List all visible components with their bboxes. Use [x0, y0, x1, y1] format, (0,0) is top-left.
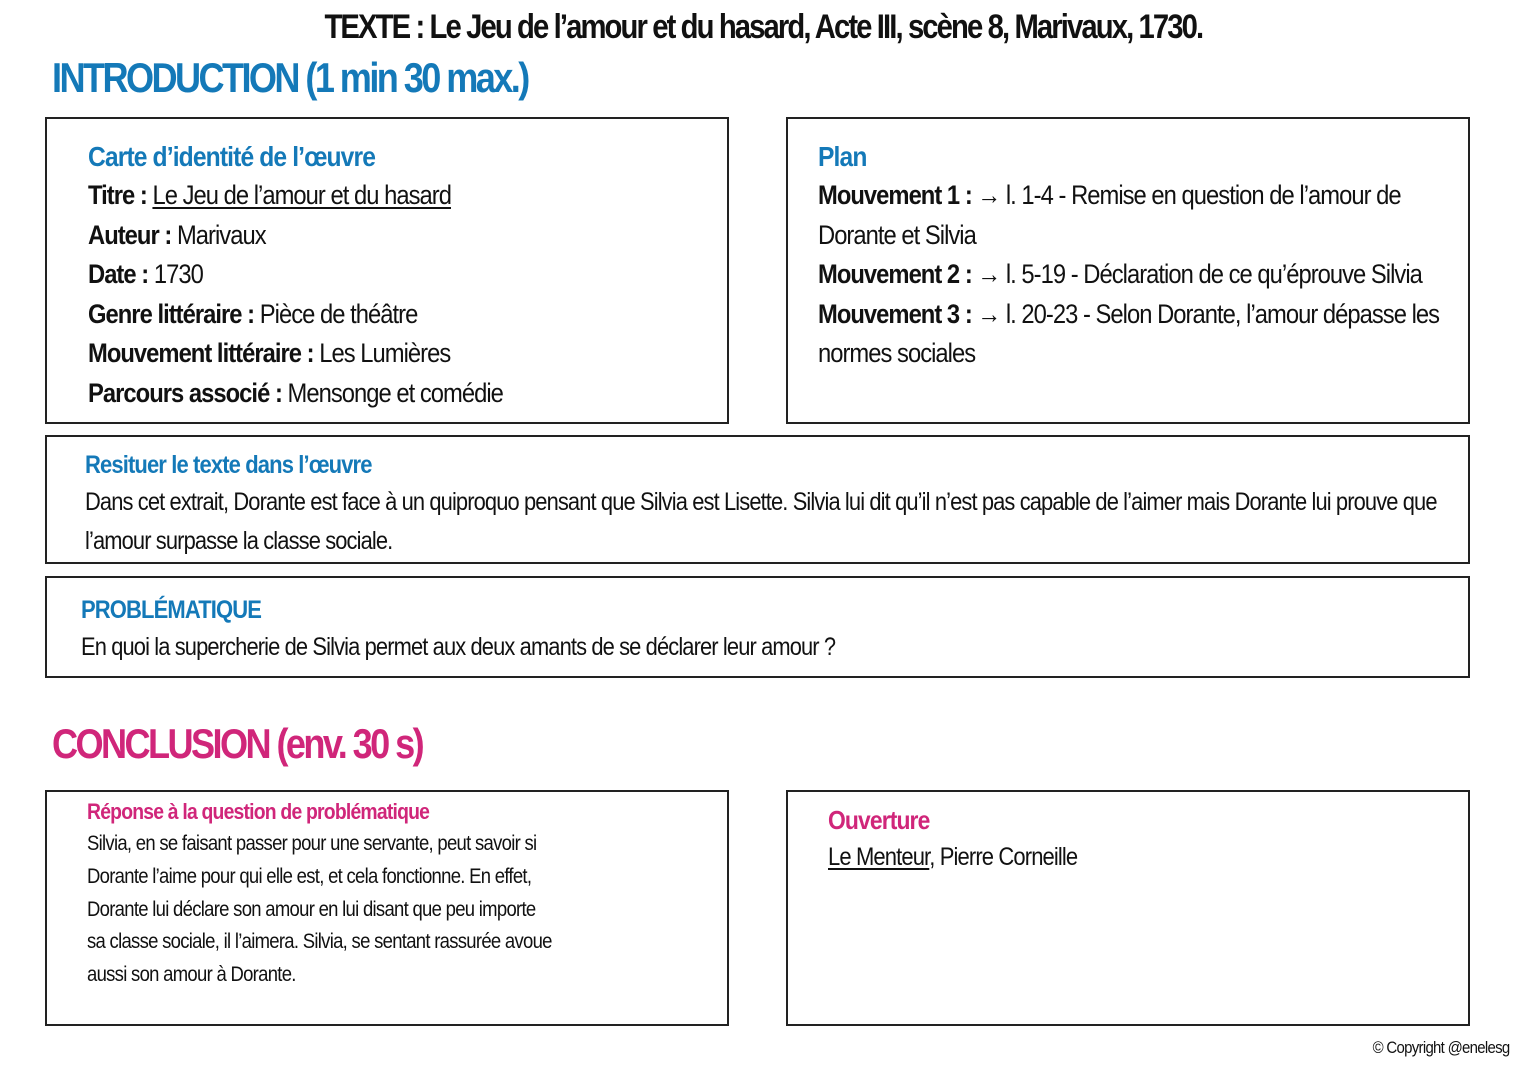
field-label: Mouvement littéraire : [88, 338, 314, 368]
conclusion-heading [52, 720, 482, 768]
field-movement [88, 334, 560, 374]
opening-work: Le Menteur [828, 843, 930, 871]
field-genre [88, 295, 560, 335]
page-title [0, 8, 1527, 47]
arrow-right-icon: → [977, 180, 1001, 210]
field-date [88, 255, 560, 295]
arrow-right-icon: → [977, 259, 1001, 289]
introduction-heading [52, 54, 605, 102]
field-value: Pièce de théâtre [259, 298, 418, 329]
resituer-box [45, 435, 1470, 564]
field-title [88, 176, 560, 216]
copyright-text: © Copyright @enelesg [1373, 1038, 1510, 1057]
problematique-title [81, 592, 1451, 628]
opening-title-text: Ouverture [828, 805, 930, 835]
field-label: Genre littéraire : [88, 298, 255, 329]
field-value: 1730 [153, 259, 203, 289]
problematique-text-content: En quoi la supercherie de Silvia permet aux deux amants de se déclarer leur amour ? [81, 633, 836, 661]
problematique-title-text: PROBLÉMATIQUE [81, 596, 262, 624]
resituer-title [85, 447, 1455, 483]
answer-title [87, 796, 557, 828]
plan-title [818, 137, 1458, 176]
field-label: Parcours associé : [88, 377, 282, 408]
field-label: Auteur : [88, 219, 172, 250]
identity-card-title [88, 137, 560, 176]
plan-movement-3 [818, 295, 1460, 374]
plan-movement-2 [818, 255, 1460, 295]
answer-box [45, 790, 729, 1026]
field-author [88, 216, 560, 256]
resituer-title-text: Resituer le texte dans l’œuvre [85, 451, 372, 479]
movement-label: Mouvement 3 : [818, 298, 972, 329]
arrow-right-icon: → [977, 298, 1001, 329]
identity-card-box [45, 117, 729, 424]
field-label: Date : [88, 259, 149, 289]
answer-title-text: Réponse à la question de problématique [87, 799, 430, 824]
opening-title [828, 802, 1111, 838]
introduction-heading-text: INTRODUCTION (1 min 30 max.) [52, 54, 528, 101]
resituer-text [85, 483, 1450, 561]
field-value: Mensonge et comédie [287, 377, 503, 408]
movement-text: l. 5-19 - Déclaration de ce qu’éprouve Silvia [1005, 259, 1422, 289]
movement-text: l. 1-4 - Remise en question de l’amour de Dorante et Silvia [818, 180, 1401, 250]
identity-card-title-text: Carte d’identité de l’œuvre [88, 141, 376, 172]
field-value: Les Lumières [319, 338, 451, 368]
page-title-text: TEXTE : Le Jeu de l’amour et du hasard, Acte III, scène 8, Marivaux, 1730. [324, 8, 1203, 46]
copyright-notice [1354, 1038, 1510, 1058]
movement-text: l. 20-23 - Selon Dorante, l’amour dépasse les normes sociales [818, 298, 1440, 368]
movement-label: Mouvement 2 : [818, 259, 972, 289]
movement-label: Mouvement 1 : [818, 180, 972, 210]
field-value: Marivaux [176, 219, 266, 250]
field-label: Titre : [88, 180, 147, 210]
plan-movement-1 [818, 176, 1460, 255]
conclusion-heading-text: CONCLUSION (env. 30 s) [52, 720, 423, 767]
plan-box [786, 117, 1470, 424]
field-parcours [88, 374, 560, 414]
problematique-text [81, 628, 1451, 666]
problematique-box [45, 576, 1470, 678]
opening-author: , Pierre Corneille [929, 843, 1078, 871]
resituer-text-content: Dans cet extrait, Dorante est face à un quiproquo pensant que Silvia est Lisette. Silvia lui dit qu’il n’est pas capable de l’aimer mais Dorante lui prouve que l’amour surpasse la classe sociale. [85, 488, 1437, 555]
field-value-title: Le Jeu de l’amour et du hasard [152, 180, 451, 210]
answer-text-content: Silvia, en se faisant passer pour une servante, peut savoir si Dorante l’aime pour qui elle est, et cela fonctionne. En effet, Dorante lui déclare son amour en lui disant que peu importe sa classe sociale, il l’aimera. Silvia, se sentant rassurée avoue aussi son amour à Dorante. [87, 832, 552, 987]
opening-text [828, 838, 1111, 876]
opening-box [786, 790, 1470, 1026]
plan-title-text: Plan [818, 141, 867, 172]
answer-text [87, 828, 553, 992]
